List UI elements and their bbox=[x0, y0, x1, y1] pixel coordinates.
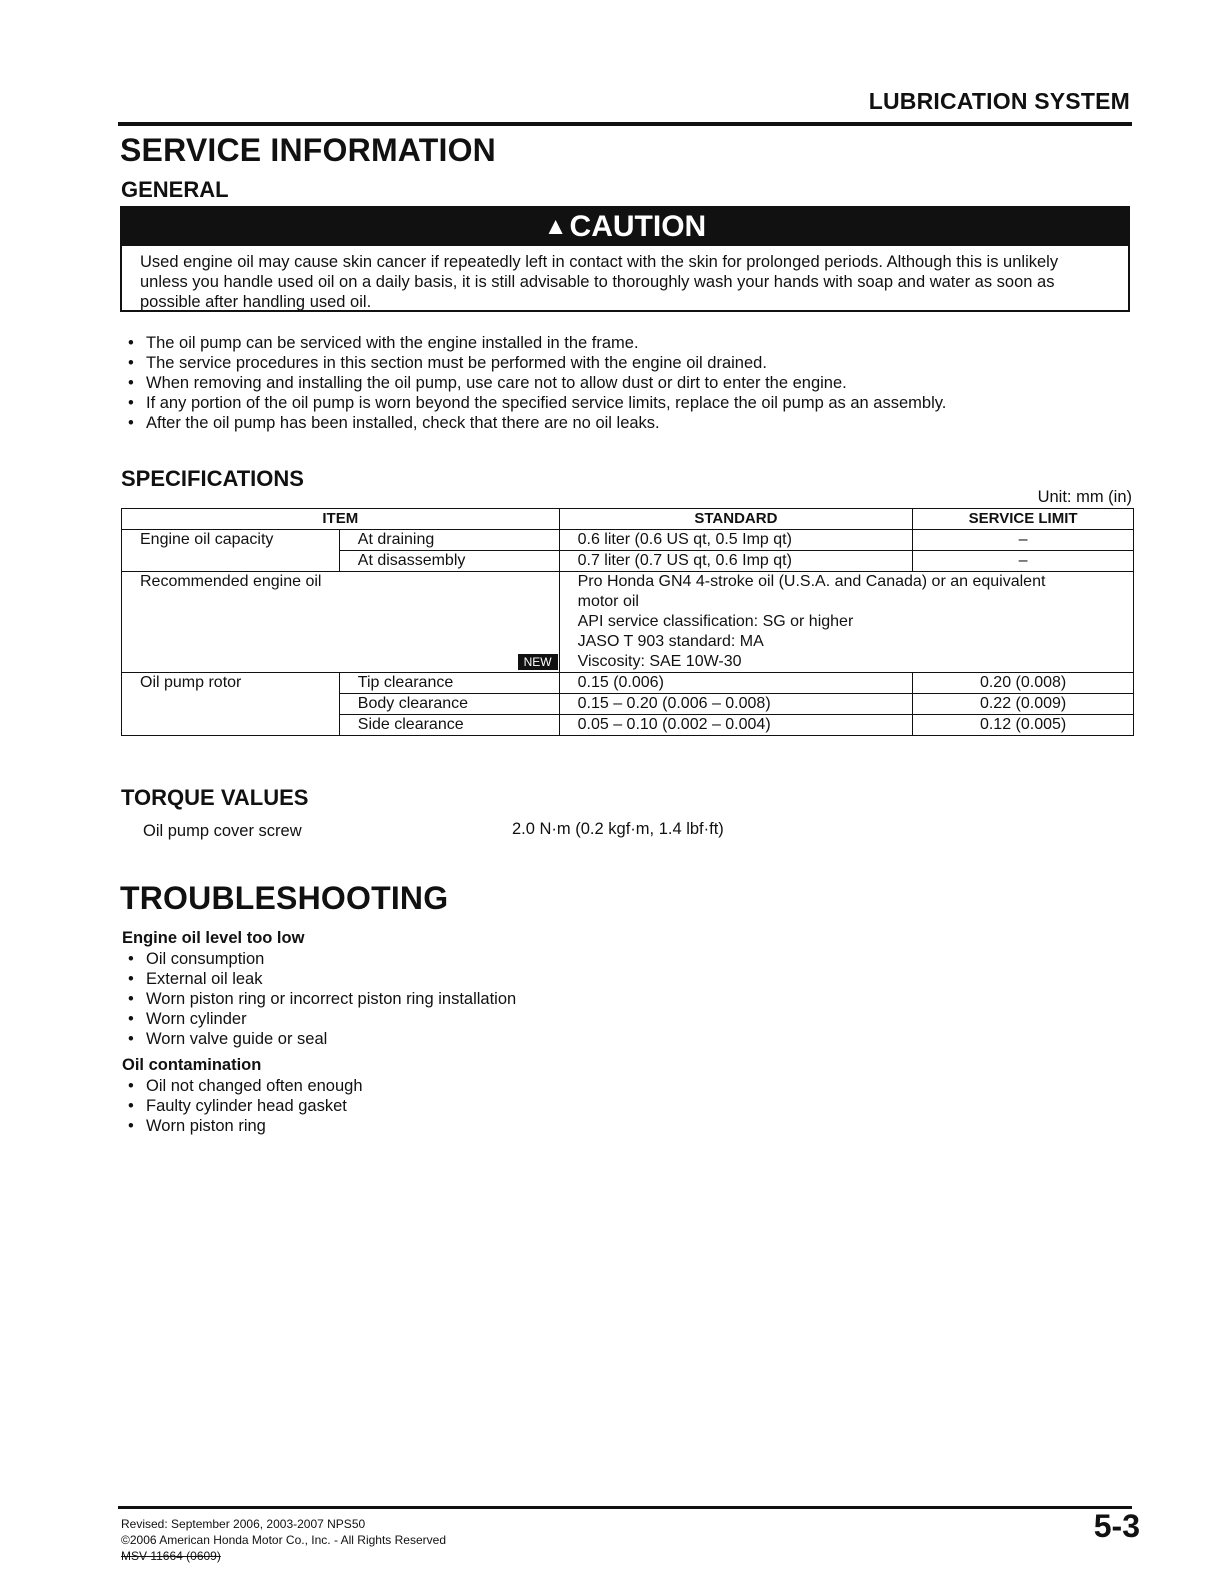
header-rule bbox=[118, 122, 1132, 126]
standard-value: 0.15 (0.006) bbox=[559, 673, 913, 694]
list-item: • Worn piston ring or incorrect piston ring installation bbox=[124, 989, 824, 1009]
list-item: • External oil leak bbox=[124, 969, 824, 989]
service-limit-value: – bbox=[913, 551, 1134, 572]
list-item: • The oil pump can be serviced with the engine installed in the frame. bbox=[124, 333, 1124, 353]
list-item: • The service procedures in this section must be performed with the engine oil drained. bbox=[124, 353, 1124, 373]
footer-text bbox=[121, 1516, 446, 1564]
document-code: MSV 11664 (0609) bbox=[121, 1549, 221, 1563]
service-limit-value: 0.12 (0.005) bbox=[913, 715, 1134, 736]
list-item: • When removing and installing the oil pump, use care not to allow dust or dirt to enter the engine. bbox=[124, 373, 1124, 393]
recommended-oil-line: JASO T 903 standard: MA bbox=[577, 633, 764, 650]
specifications-table bbox=[121, 508, 1134, 736]
torque-item: Oil pump cover screw bbox=[143, 822, 302, 840]
footer-rule bbox=[118, 1506, 1132, 1509]
troubleshooting-group-heading: Engine oil level too low bbox=[122, 929, 305, 947]
column-header-standard: STANDARD bbox=[559, 509, 913, 530]
list-item: • Faulty cylinder head gasket bbox=[124, 1096, 824, 1116]
row-label-recommended-oil bbox=[122, 572, 560, 673]
row-sublabel: Body clearance bbox=[339, 694, 559, 715]
general-bullet-list bbox=[124, 333, 1124, 433]
standard-value: 0.7 liter (0.7 US qt, 0.6 Imp qt) bbox=[559, 551, 913, 572]
row-sublabel: Side clearance bbox=[339, 715, 559, 736]
list-item: • Oil consumption bbox=[124, 949, 824, 969]
general-heading: GENERAL bbox=[121, 177, 229, 202]
recommended-oil-line: motor oil bbox=[577, 593, 639, 610]
section-header-title: LUBRICATION SYSTEM bbox=[868, 88, 1130, 114]
list-item: • Worn valve guide or seal bbox=[124, 1029, 824, 1049]
list-item: • If any portion of the oil pump is worn beyond the specified service limits, replace the oil pump as an assembly. bbox=[124, 393, 1124, 413]
warning-triangle-icon: ▲ bbox=[543, 213, 568, 240]
list-item: • Oil not changed often enough bbox=[124, 1076, 824, 1096]
unit-note: Unit: mm (in) bbox=[1037, 488, 1132, 506]
row-sublabel: At draining bbox=[339, 530, 559, 551]
caution-box bbox=[120, 206, 1130, 312]
torque-values-heading: TORQUE VALUES bbox=[121, 785, 309, 810]
standard-value: 0.6 liter (0.6 US qt, 0.5 Imp qt) bbox=[559, 530, 913, 551]
specifications-heading: SPECIFICATIONS bbox=[121, 466, 304, 491]
table-row bbox=[122, 572, 1134, 673]
new-badge: NEW bbox=[518, 654, 558, 670]
copyright-note: ©2006 American Honda Motor Co., Inc. - All Rights Reserved bbox=[121, 1533, 446, 1547]
standard-value: 0.05 – 0.10 (0.002 – 0.004) bbox=[559, 715, 913, 736]
torque-value: 2.0 N·m (0.2 kgf·m, 1.4 lbf·ft) bbox=[512, 820, 724, 838]
recommended-oil-line: Pro Honda GN4 4-stroke oil (U.S.A. and Canada) or an equivalent bbox=[577, 573, 1046, 590]
row-label-oil-pump-rotor: Oil pump rotor bbox=[122, 673, 340, 736]
service-limit-value: – bbox=[913, 530, 1134, 551]
caution-label: CAUTION bbox=[569, 210, 707, 243]
page-title: SERVICE INFORMATION bbox=[120, 132, 496, 168]
list-item: • Worn piston ring bbox=[124, 1116, 824, 1136]
service-limit-value: 0.22 (0.009) bbox=[913, 694, 1134, 715]
recommended-oil-line: API service classification: SG or higher bbox=[577, 613, 854, 630]
row-label-engine-oil-capacity: Engine oil capacity bbox=[122, 530, 340, 572]
troubleshooting-title: TROUBLESHOOTING bbox=[120, 880, 449, 916]
standard-value: 0.15 – 0.20 (0.006 – 0.008) bbox=[559, 694, 913, 715]
table-header-row bbox=[122, 509, 1134, 530]
table-row bbox=[122, 673, 1134, 694]
troubleshooting-list bbox=[124, 949, 824, 1049]
recommended-oil-standard bbox=[559, 572, 1133, 673]
list-item: • Worn cylinder bbox=[124, 1009, 824, 1029]
caution-banner bbox=[122, 208, 1128, 246]
caution-text: Used engine oil may cause skin cancer if repeatedly left in contact with the skin for prolonged periods. Although this is unlikely unless you handle used oil on a daily basis, it is still advisable to thoroughly wash your hands with soap and water as soon as possible after handling used oil. bbox=[140, 253, 1059, 311]
recommended-oil-line: Viscosity: SAE 10W-30 bbox=[577, 653, 742, 670]
column-header-item: ITEM bbox=[122, 509, 560, 530]
recommended-oil-label: Recommended engine oil bbox=[140, 573, 322, 590]
page-number: 5-3 bbox=[1093, 1508, 1140, 1544]
troubleshooting-group-heading: Oil contamination bbox=[122, 1056, 262, 1074]
row-sublabel: At disassembly bbox=[339, 551, 559, 572]
table-row bbox=[122, 530, 1134, 551]
troubleshooting-list bbox=[124, 1076, 824, 1136]
service-limit-value: 0.20 (0.008) bbox=[913, 673, 1134, 694]
revision-note: Revised: September 2006, 2003-2007 NPS50 bbox=[121, 1517, 366, 1531]
row-sublabel: Tip clearance bbox=[339, 673, 559, 694]
column-header-service-limit: SERVICE LIMIT bbox=[913, 509, 1134, 530]
list-item: • After the oil pump has been installed, check that there are no oil leaks. bbox=[124, 413, 1124, 433]
